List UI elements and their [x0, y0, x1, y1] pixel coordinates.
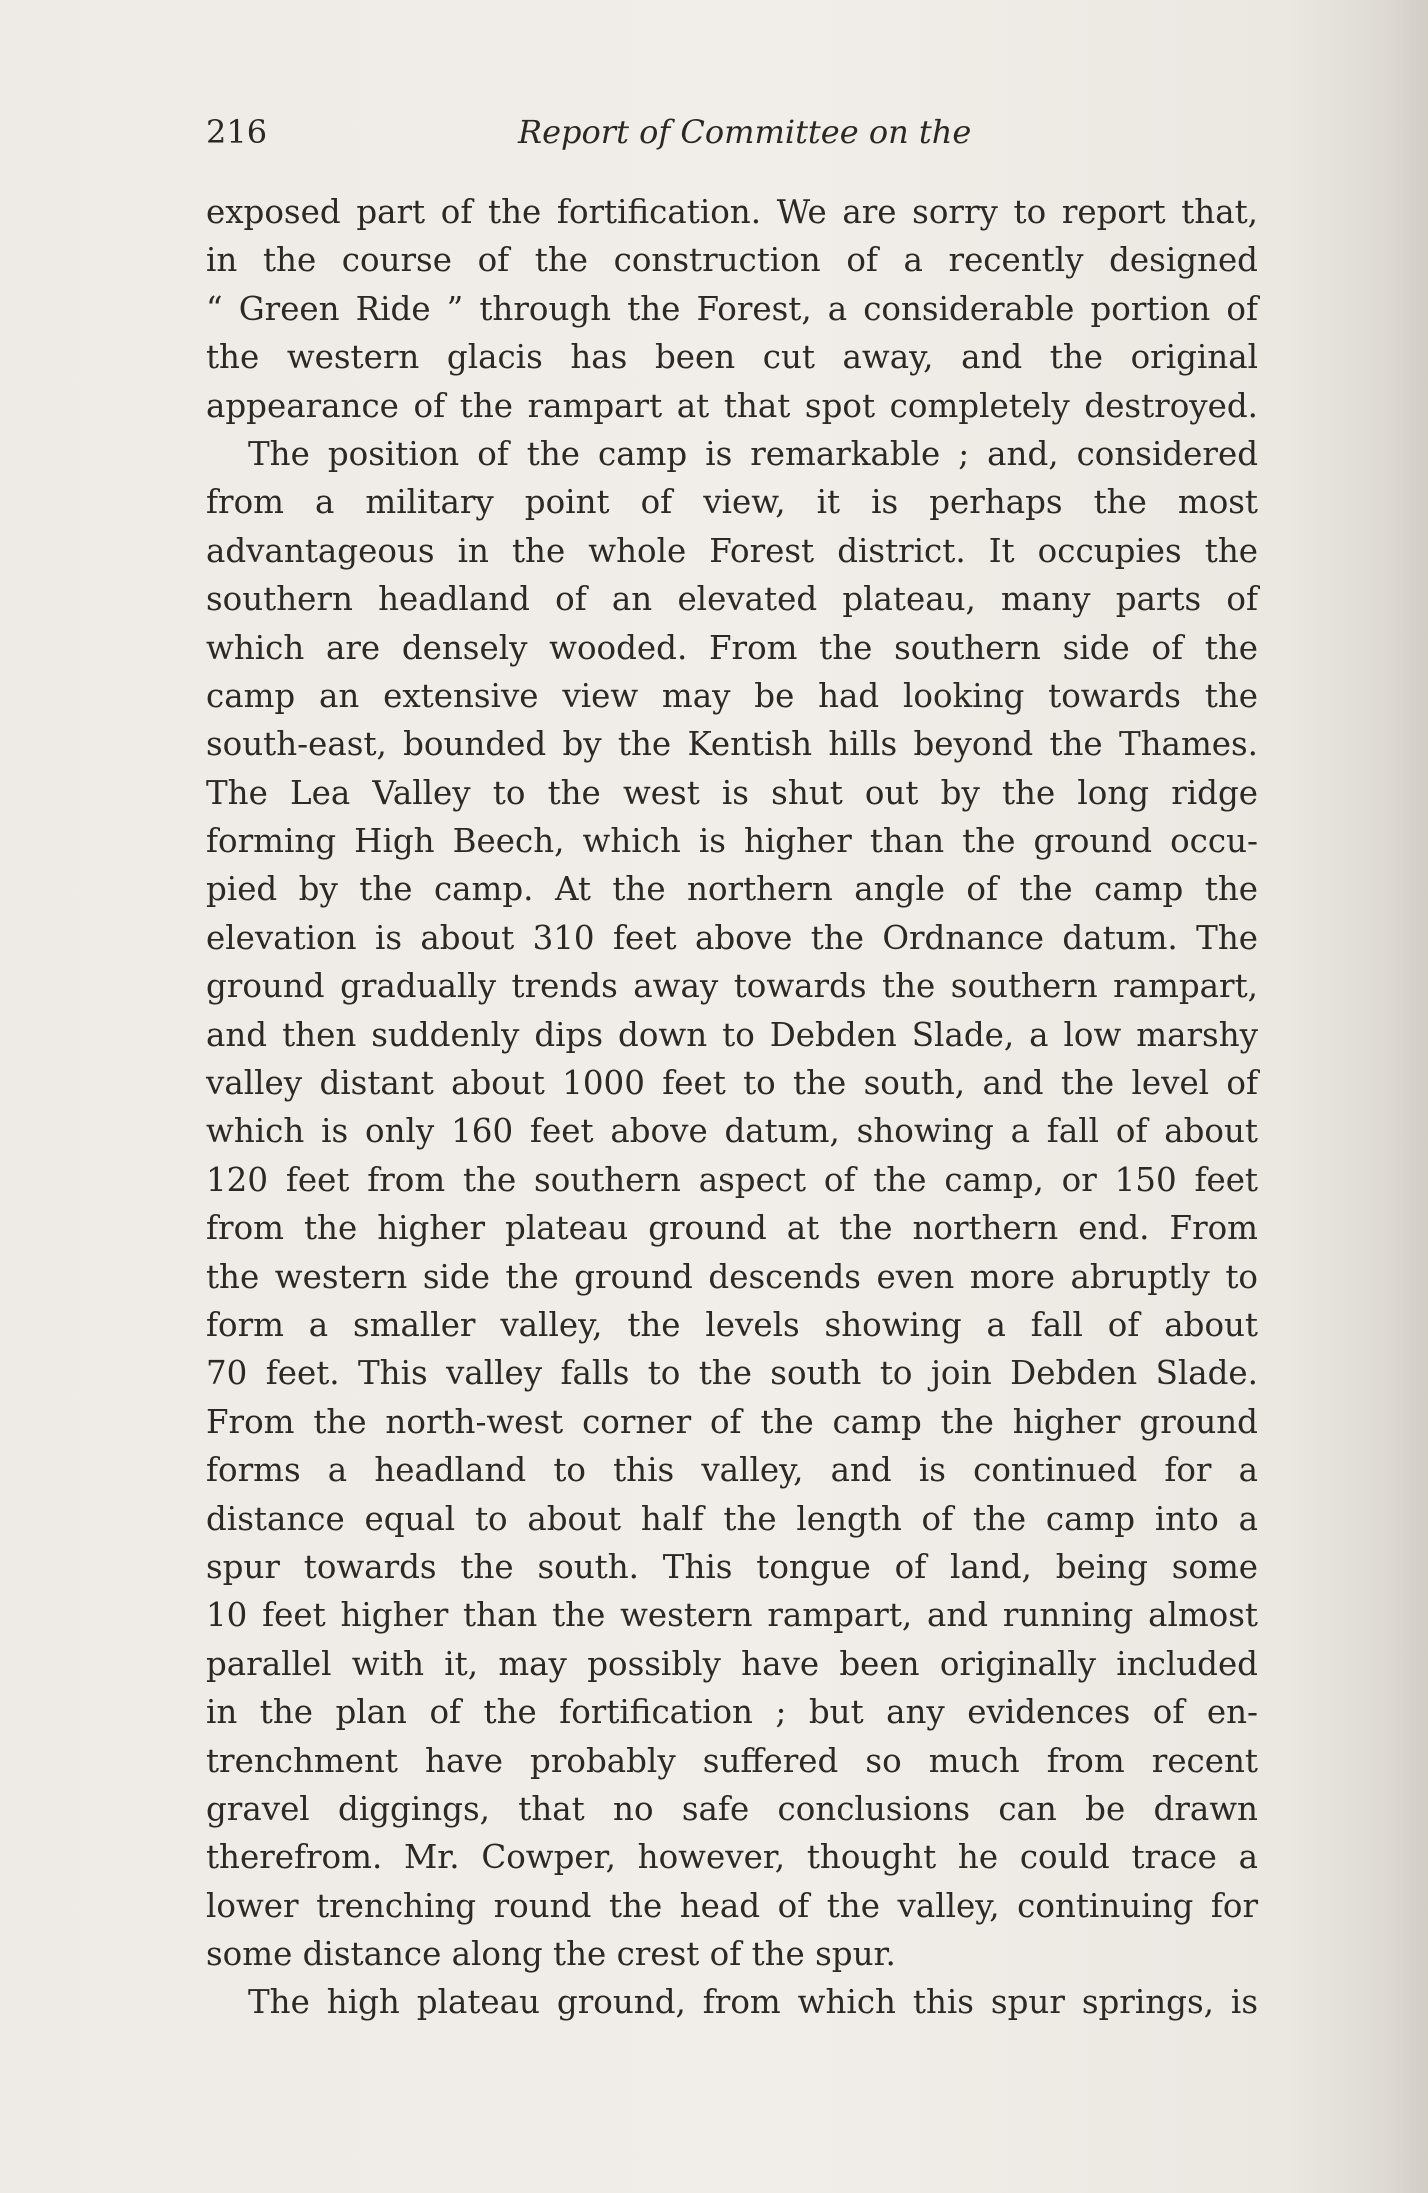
text-line: south-east, bounded by the Kentish hills beyond the Thames.: [206, 725, 1258, 764]
text-line: The high plateau ground, from which this spur springs, is: [248, 1983, 1258, 2022]
text-line: forming High Beech, which is higher than the ground occu-: [206, 822, 1258, 861]
text-line: forms a headland to this valley, and is continued for a: [206, 1451, 1258, 1490]
text-line: distance equal to about half the length of the camp into a: [206, 1499, 1258, 1538]
text-line: lower trenching round the head of the valley, continuing for: [206, 1886, 1258, 1925]
text-line: pied by the camp. At the northern angle of the camp the: [206, 870, 1258, 909]
text-line: valley distant about 1000 feet to the south, and the level of: [206, 1064, 1258, 1103]
text-line: from a military point of view, it is perhaps the most: [206, 483, 1258, 522]
text-line: in the course of the construction of a recently designed: [206, 241, 1258, 280]
text-line: in the plan of the fortification ; but any evidences of en-: [206, 1693, 1258, 1732]
text-line: elevation is about 310 feet above the Ordnance datum. The: [206, 918, 1258, 957]
text-line: and then suddenly dips down to Debden Slade, a low marshy: [206, 1015, 1258, 1054]
text-line: spur towards the south. This tongue of land, being some: [206, 1547, 1258, 1586]
text-line: the western glacis has been cut away, and the original: [206, 338, 1258, 377]
text-line: from the higher plateau ground at the northern end. From: [206, 1209, 1258, 1248]
text-line: camp an extensive view may be had looking towards the: [206, 676, 1258, 715]
text-line: The position of the camp is remarkable ; and, considered: [248, 434, 1258, 473]
text-line: 10 feet higher than the western rampart, and running almost: [206, 1596, 1258, 1635]
text-line: which are densely wooded. From the southern side of the: [206, 628, 1258, 667]
running-head: [206, 104, 1258, 160]
text-line: which is only 160 feet above datum, showing a fall of about: [206, 1112, 1258, 1151]
text-line: 120 feet from the southern aspect of the camp, or 150 feet: [206, 1160, 1258, 1199]
text-line: advantageous in the whole Forest district. It occupies the: [206, 531, 1258, 570]
text-line: therefrom. Mr. Cowper, however, thought he could trace a: [206, 1838, 1258, 1877]
text-line: trenchment have probably suffered so much from recent: [206, 1741, 1258, 1780]
text-line: 70 feet. This valley falls to the south to join Debden Slade.: [206, 1354, 1258, 1393]
text-line: some distance along the crest of the spur.: [206, 1935, 896, 1974]
text-line: the western side the ground descends even more abruptly to: [206, 1257, 1258, 1296]
page-number: 216: [206, 113, 268, 151]
text-line: parallel with it, may possibly have been originally included: [206, 1644, 1258, 1683]
text-line: The Lea Valley to the west is shut out by the long ridge: [206, 773, 1258, 812]
text-line: ground gradually trends away towards the southern rampart,: [206, 967, 1258, 1006]
text-line: gravel diggings, that no safe conclusions can be drawn: [206, 1789, 1258, 1828]
text-line: exposed part of the fortification. We are sorry to report that,: [206, 193, 1258, 231]
body-text: [206, 188, 1258, 2027]
text-line: From the north-west corner of the camp the higher ground: [206, 1402, 1258, 1441]
running-title: Report of Committee on the: [518, 113, 972, 151]
text-line: form a smaller valley, the levels showing a fall of about: [206, 1305, 1258, 1344]
text-line: southern headland of an elevated plateau, many parts of: [206, 580, 1258, 619]
text-line: “ Green Ride ” through the Forest, a considerable portion of: [206, 289, 1258, 328]
text-line: appearance of the rampart at that spot completely destroyed.: [206, 386, 1258, 425]
